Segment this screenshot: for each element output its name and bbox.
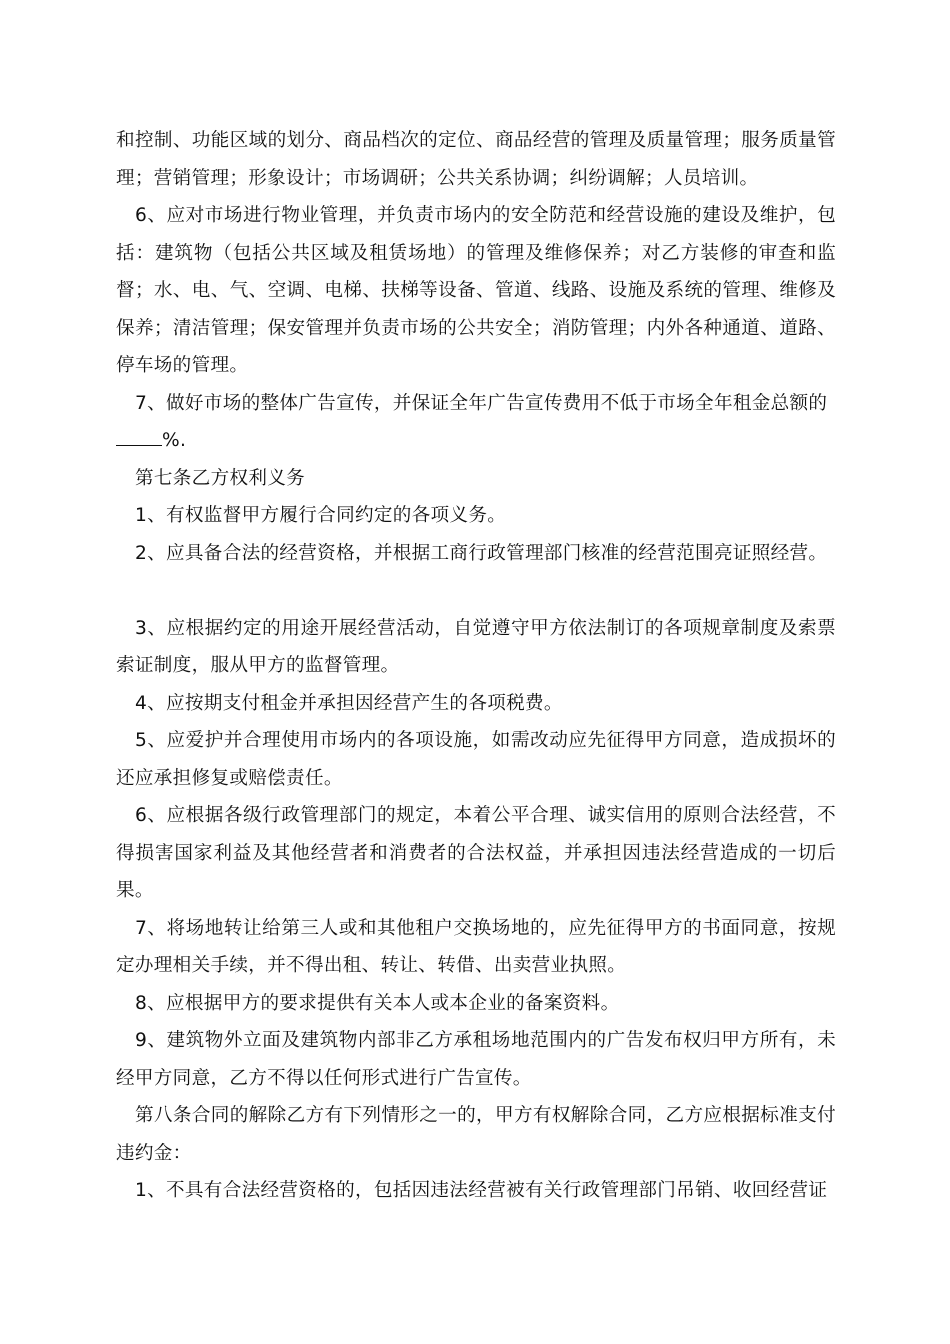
article-7-heading: 第七条乙方权利义务 bbox=[135, 467, 306, 489]
paragraph-b-item-1: 1、有权监督甲方履行合同约定的各项义务。 bbox=[135, 505, 507, 526]
paragraph-b-item-3: 3、应根据约定的用途开展经营活动，自觉遵守甲方依法制订的各项规章制度及索票索证制度，服从甲方的监督管理。 bbox=[116, 617, 836, 676]
paragraph-b-item-6: 6、应根据各级行政管理部门的规定，本着公平合理、诚实信用的原则合法经营，不得损害国家利益及其他经营者和消费者的合法权益，并承担因违法经营造成的一切后果。 bbox=[116, 805, 836, 901]
paragraph-b-item-2: 2、应具备合法的经营资格，并根据工商行政管理部门核准的经营范围亮证照经营。 bbox=[135, 542, 828, 564]
paragraph-item-6: 6、应对市场进行物业管理，并负责市场内的安全防范和经营设施的建设及维护，包括：建筑物（包括公共区域及租赁场地）的管理及维修保养；对乙方装修的审查和监督；水、电、气、空调、电梯、扶梯等设备、管道、线路、设施及系统的管理、维修及保养；清洁管理；保安管理并负责市场的公共安全；消防管理；内外各种通道、道路、停车场的管理。 bbox=[116, 205, 836, 376]
paragraph-item-7-text: 7、做好市场的整体广告宣传，并保证全年广告宣传费用不低于市场全年租金总额的 bbox=[135, 392, 828, 414]
paragraph-c-item-1: 1、不具有合法经营资格的，包括因违法经营被有关行政管理部门吊销、收回经营证 bbox=[135, 1180, 828, 1201]
percent-sign: %. bbox=[162, 430, 187, 451]
document-body bbox=[116, 122, 836, 1210]
paragraph-continuation: 和控制、功能区域的划分、商品档次的定位、商品经营的管理及质量管理；服务质量管理；营销管理；形象设计；市场调研；公共关系协调；纠纷调解；人员培训。 bbox=[116, 130, 836, 189]
blank-fill-line bbox=[116, 423, 162, 446]
paragraph-b-item-8: 8、应根据甲方的要求提供有关本人或本企业的备案资料。 bbox=[135, 992, 620, 1014]
paragraph-b-item-7: 7、将场地转让给第三人或和其他租户交换场地的，应先征得甲方的书面同意，按规定办理相关手续，并不得出租、转让、转借、出卖营业执照。 bbox=[116, 917, 836, 976]
article-8-heading: 第八条合同的解除乙方有下列情形之一的，甲方有权解除合同，乙方应根据标准支付违约金： bbox=[116, 1105, 836, 1164]
paragraph-b-item-4: 4、应按期支付租金并承担因经营产生的各项税费。 bbox=[135, 692, 563, 714]
paragraph-b-item-5: 5、应爱护并合理使用市场内的各项设施，如需改动应先征得甲方同意，造成损坏的还应承担修复或赔偿责任。 bbox=[116, 730, 836, 789]
paragraph-b-item-9: 9、建筑物外立面及建筑物内部非乙方承租场地范围内的广告发布权归甲方所有，未经甲方同意，乙方不得以任何形式进行广告宣传。 bbox=[116, 1030, 836, 1089]
paragraph-item-7 bbox=[116, 385, 836, 460]
